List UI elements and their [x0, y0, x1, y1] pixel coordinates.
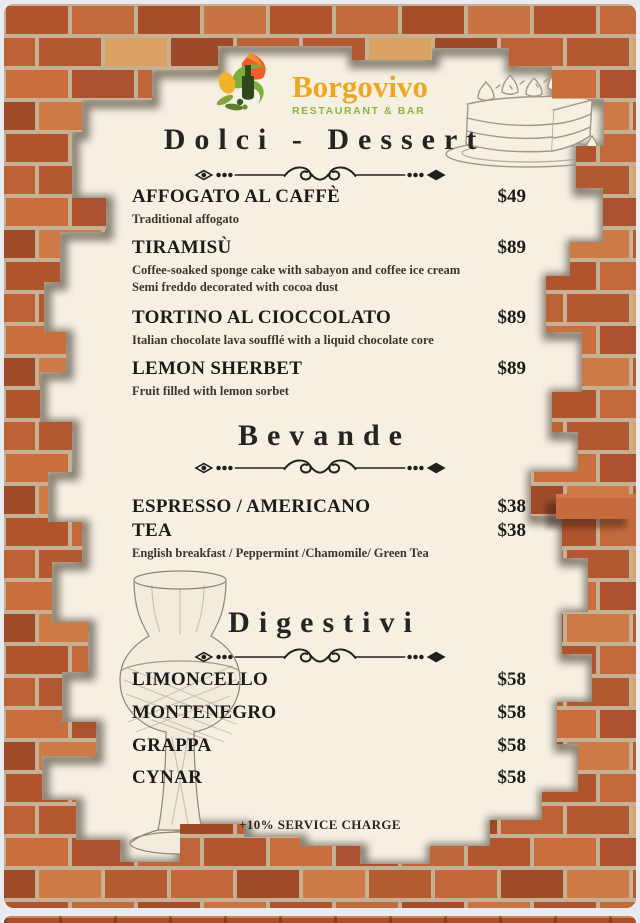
menu-item	[132, 307, 526, 349]
service-charge-note: +10% SERVICE CHARGE	[239, 817, 401, 832]
item-description: Italian chocolate lava soufflé with a liquid chocolate core	[132, 333, 434, 347]
next-photo-edge	[4, 916, 636, 923]
menu-item	[132, 735, 526, 757]
item-price: $58	[497, 767, 526, 788]
flourish-divider-icon	[192, 163, 448, 187]
flourish-divider-icon	[192, 456, 448, 480]
flourish-divider-icon	[192, 645, 448, 669]
item-price: $58	[497, 669, 526, 690]
menu-item	[132, 237, 526, 296]
restaurant-logo	[4, 52, 636, 117]
item-price: $49	[497, 186, 526, 207]
item-price: $89	[497, 307, 526, 328]
logo-tagline: RESTAURANT & BAR	[291, 105, 426, 117]
menu-item	[132, 669, 526, 691]
item-price: $89	[497, 237, 526, 258]
menu-item	[132, 767, 526, 789]
item-description: Semi freddo decorated with cocoa dust	[132, 280, 339, 294]
menu-item	[132, 702, 526, 724]
item-description: Coffee-soaked sponge cake with sabayon and coffee ice cream	[132, 263, 461, 277]
menu-item	[132, 358, 526, 400]
item-name: LIMONCELLO	[132, 669, 269, 690]
item-description: Traditional affogato	[132, 212, 240, 226]
item-name: GRAPPA	[132, 735, 212, 756]
item-price: $58	[497, 735, 526, 756]
item-price: $89	[497, 358, 526, 379]
section-title-bevande: Bevande	[237, 419, 411, 452]
menu-item	[132, 520, 526, 562]
item-name: LEMON SHERBET	[132, 358, 303, 379]
item-description: Fruit filled with lemon sorbet	[132, 384, 289, 398]
logo-wordmark: Borgovivo	[291, 69, 429, 104]
item-name: AFFOGATO AL CAFFÈ	[132, 186, 341, 207]
item-price: $38	[497, 520, 526, 541]
menu-item	[132, 186, 526, 228]
menu-item	[132, 496, 526, 518]
borgovivo-logo-icon	[212, 52, 284, 116]
item-name: CYNAR	[132, 767, 203, 788]
item-price: $58	[497, 702, 526, 723]
item-name: MONTENEGRO	[132, 702, 277, 723]
item-name: TIRAMISÙ	[132, 237, 232, 258]
item-price: $38	[497, 496, 526, 517]
item-description: English breakfast / Peppermint /Chamomile/ Green Tea	[132, 546, 429, 560]
section-title-digestivi: Digestivi	[228, 606, 421, 639]
menu-photo-card[interactable]	[4, 4, 636, 908]
item-name: TEA	[132, 520, 172, 541]
item-name: TORTINO AL CIOCCOLATO	[132, 307, 392, 328]
menu-content	[4, 4, 636, 908]
section-title-dolci: Dolci - Dessert	[163, 123, 486, 156]
item-name: ESPRESSO / AMERICANO	[132, 496, 371, 517]
